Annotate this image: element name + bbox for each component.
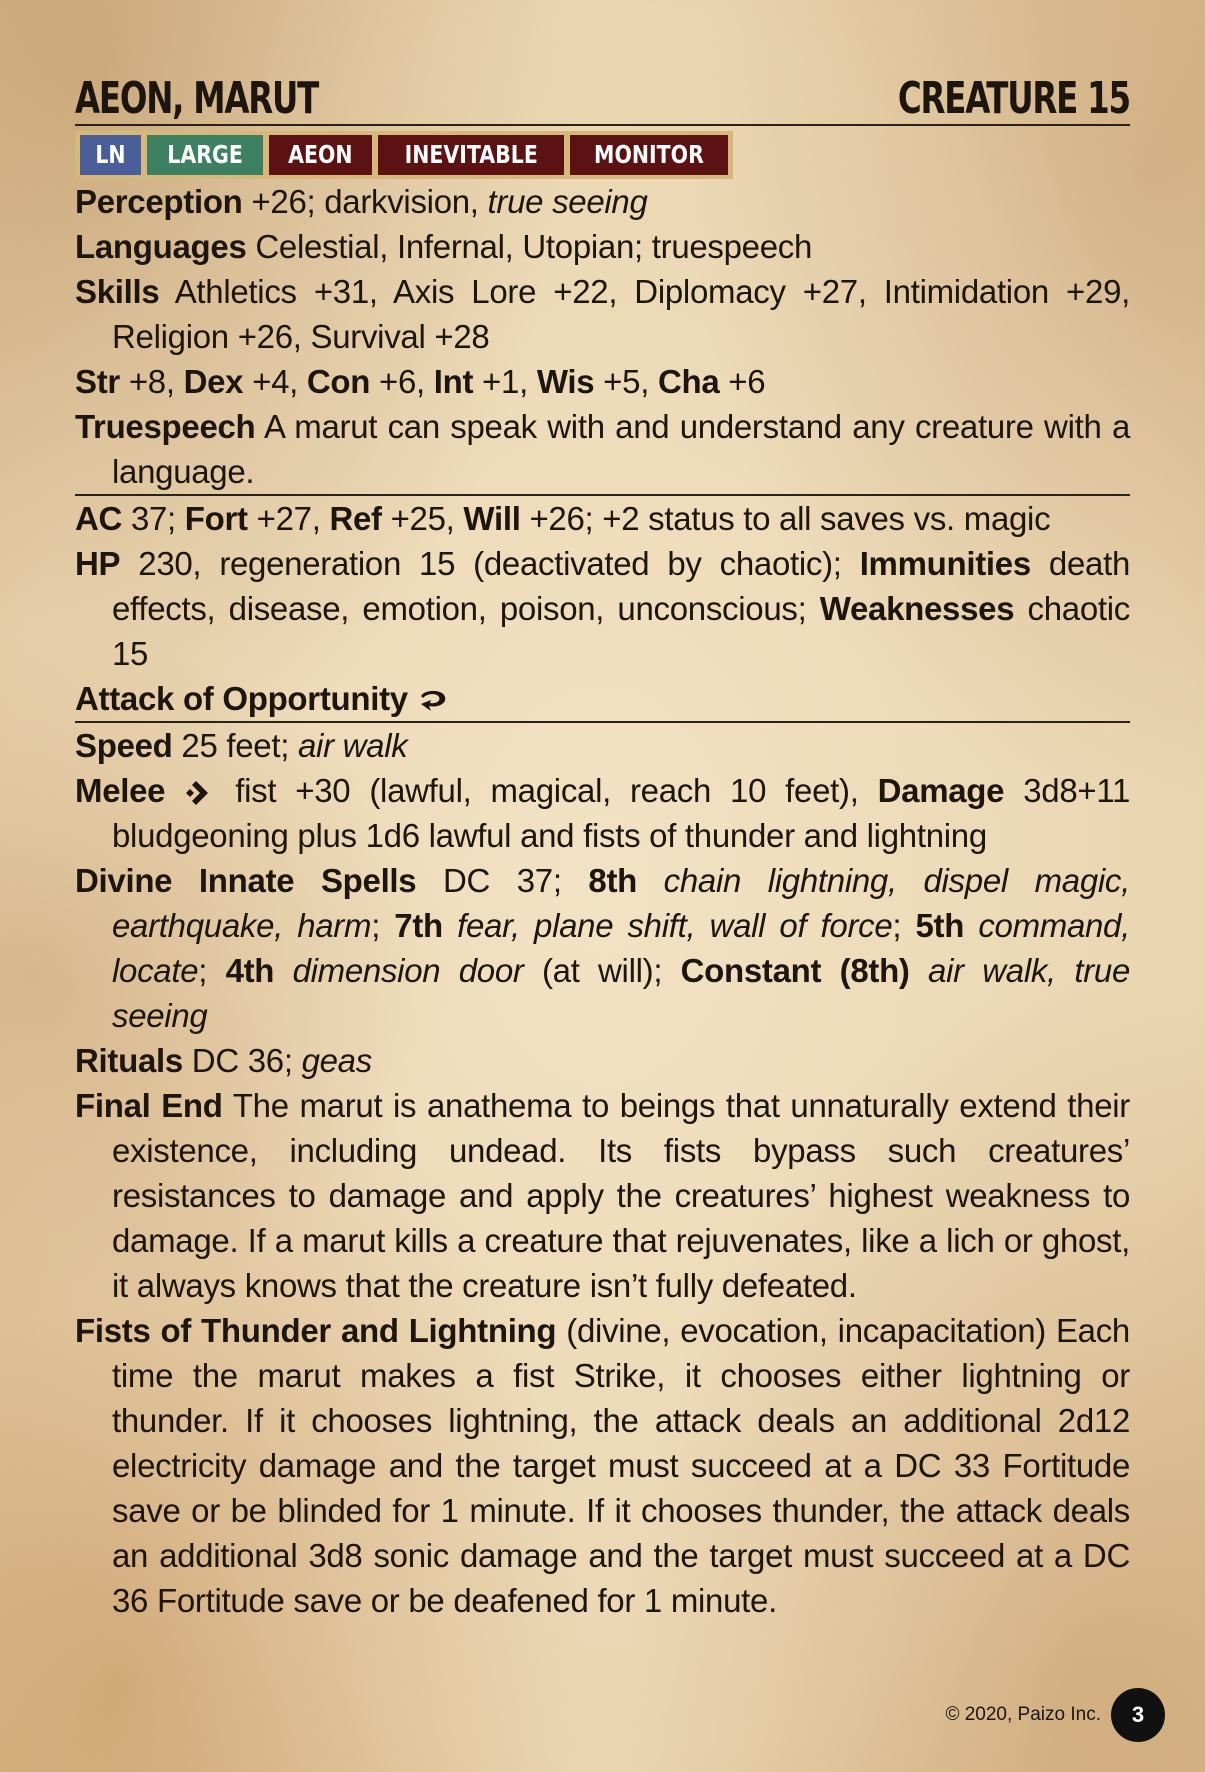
trait-aeon: AEON (269, 135, 372, 175)
hp-line: HP 230, regeneration 15 (deactivated by chaotic); Immunities death effects, disease, emotion, poison, unconscious; Weaknesses chaotic 15 (75, 545, 1130, 672)
fists-line: Fists of Thunder and Lightning (divine, evocation, incapacitation) Each time the marut makes a fist Strike, it chooses either lightning or thunder. If it chooses lightning, the attack deals an additional 2d12 electricity damage and the target must succeed at a DC 33 Fortitude save or be blinded for 1 minute. If it chooses thunder, the attack deals an additional 3d8 sonic damage and the target must succeed at a DC 36 Fortitude save or be deafened for 1 minute. (75, 1312, 1130, 1619)
final-end-line: Final End The marut is anathema to beings that unnaturally extend their existence, including undead. Its fists bypass such creatures’ resistances to damage and apply the creatures’ highest weakness to damage. If a marut kills a creature that rejuvenates, like a lich or ghost, it always knows that the creature isn’t fully defeated. (75, 1087, 1130, 1304)
one-action-icon (184, 780, 216, 806)
skills-line: Skills Athletics +31, Axis Lore +22, Diplomacy +27, Intimidation +29, Religion +26, Survival +28 (75, 273, 1130, 355)
trait-inevitable: INEVITABLE (378, 135, 564, 175)
stat-block (75, 70, 1130, 1623)
page-footer (945, 1688, 1165, 1742)
trait-size: LARGE (147, 135, 263, 175)
spells-line: Divine Innate Spells DC 37; 8th chain lightning, dispel magic, earthquake, harm; 7th fear, plane shift, wall of force; 5th command, locate; 4th dimension door (at will); Constant (8th) air walk, true seeing (75, 862, 1130, 1034)
speed-line: Speed 25 feet; air walk (75, 721, 1130, 768)
melee-line: Melee fist +30 (lawful, magical, reach 10 feet), Damage 3d8+11 bludgeoning plus 1d6 lawful and fists of thunder and lightning (75, 772, 1131, 854)
trait-list (75, 131, 733, 179)
creature-name: AEON, MARUT (75, 73, 319, 124)
title-row (75, 70, 1130, 126)
copyright: © 2020, Paizo Inc. (945, 1704, 1101, 1725)
abilities-line: Str +8, Dex +4, Con +6, Int +1, Wis +5, Cha +6 (75, 363, 766, 400)
trait-alignment: LN (80, 135, 141, 175)
rituals-line: Rituals DC 36; geas (75, 1042, 372, 1079)
page-number: 3 (1111, 1688, 1165, 1742)
truespeech-line: Truespeech A marut can speak with and understand any creature with a language. (75, 408, 1130, 490)
creature-level: CREATURE 15 (898, 73, 1130, 124)
perception-line: Perception +26; darkvision, true seeing (75, 183, 648, 220)
aoo-line: Attack of Opportunity (75, 676, 1130, 721)
reaction-icon (417, 688, 449, 714)
languages-line: Languages Celestial, Infernal, Utopian; truespeech (75, 228, 813, 265)
trait-monitor: MONITOR (570, 135, 728, 175)
defense-line: AC 37; Fort +27, Ref +25, Will +26; +2 status to all saves vs. magic (75, 494, 1130, 541)
